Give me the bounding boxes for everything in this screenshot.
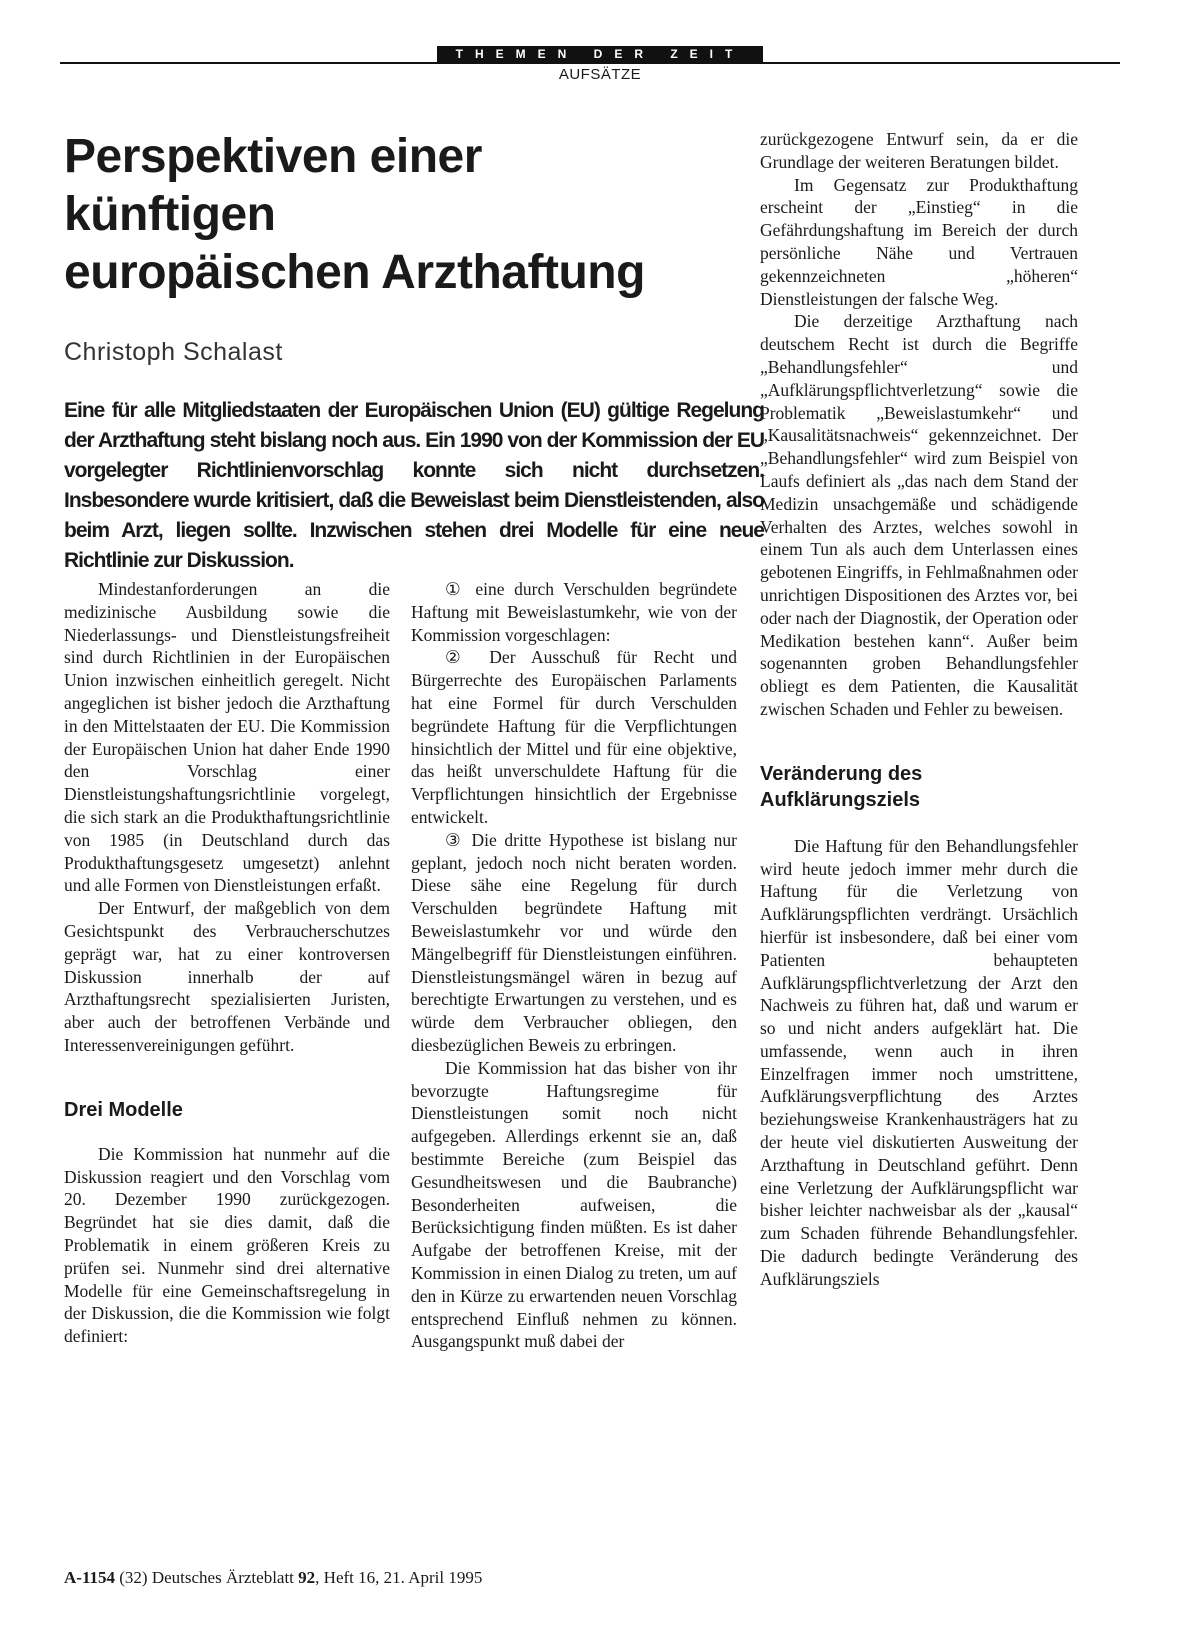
subheading-line-2: Aufklärungsziels [760,788,921,811]
header-rule [60,62,1120,64]
paragraph: Die Kommission hat das bisher von ihr bevorzugte Haftungsregime für Dienstleistungen somit noch nicht aufgegeben. Allerdings erkennt sie an, daß bestimmte Bereiche (zum Beispiel das Gesundheitswesen und die Baubranche) Besonderheiten aufweisen, die Berücksichtigung finden müßten. Es ist daher Aufgabe der betroffenen Kreise, mit der Kommission in einen Dialog zu treten, um auf den in Kürze zu erwartenden neuen Vorschlag entsprechend Einfluß nehmen zu können. Ausgangspunkt muß dabei der [411,1057,737,1352]
article-author: Christoph Schalast [64,338,283,366]
section-label: AUFSÄTZE [558,66,642,83]
paragraph: Im Gegensatz zur Produkthaftung erscheint der „Einstieg“ in die Gefährdungshaftung im Bereich der durch persönliche Nähe und Vertrauen gekennzeichneten „höheren“ Dienstleistungen der falsche Weg. [760,174,1078,309]
article-title [64,128,744,302]
column-3 [760,128,1078,1291]
page-footer [64,1568,482,1588]
paragraph: Der Entwurf, der maßgeblich von dem Gesichtspunkt des Verbraucherschutzes geprägt war, hat zu einer kontroversen Diskussion innerhalb der auf Arzthaftungsrecht spezialisierten Juristen, aber auch der betroffenen Verbände und Interessenvereinigungen geführt. [64,898,390,1055]
article-lead: Eine für alle Mitgliedstaaten der Europäischen Union (EU) gültige Regelung der Arzthaftung steht bislang noch aus. Ein 1990 von der Kommission der EU vorgelegter Richtlinienvorschlag konnte sich nicht durchsetzen. Insbesondere wurde kritisiert, daß die Beweislast beim Dienstleistenden, also beim Arzt, liegen sollte. Inzwischen stehen drei Modelle für eine neue Richtlinie zur Diskussion. [64,399,764,572]
paragraph: Die derzeitige Arzthaftung nach deutschem Recht ist durch die Begriffe „Behandlungsfehler“ und „Aufklärungspflichtverletzung“ sowie die Problematik „Beweislastumkehr“ und „Kausalitätsnachweis“ gekennzeichnet. Der „Behandlungsfehler“ wird zum Beispiel von Laufs definiert als „das nach dem Stand der Medizin unsachgemäße und schädigende Verhalten des Arztes, welches sowohl in einem Tun als auch dem Unterlassen eines gebotenen Eingriffs, in Fehlmaßnahmen oder unrichtigen Dispositionen des Arztes vor, bei oder nach der Diagnostik, der Operation oder Medikation bestehen kann“. Außer beim sogenannten groben Behandlungsfehler obliegt es dem Patienten, die Kausalität zwischen Schaden und Fehler zu beweisen. [760,311,1078,719]
paragraph: zurückgezogene Entwurf sein, da er die Grundlage der weiteren Beratungen bildet. [760,129,1078,172]
title-line-3: europäischen Arzthaftung [64,246,645,299]
paragraph: ② Der Ausschuß für Recht und Bürgerrechte des Europäischen Parlaments hat eine Formel für durch Verschulden begründete Haftung für die Verpflichtungen hinsichtlich der Mittel und für eine objektive, das heißt unverschuldete Haftung für die Verpflichtungen hinsichtlich der Ergebnisse entwickelt. [411,647,737,827]
paragraph: Mindestanforderungen an die medizinische Ausbildung sowie die Niederlassungs- und Dienstleistungsfreiheit sind durch Richtlinien in der Europäischen Union inzwischen einheitlich geregelt. Nicht angeglichen ist bisher jedoch die Arzthaftung in den Mittelstaaten der EU. Die Kommission der Europäischen Union hat daher Ende 1990 den Vorschlag einer Dienstleistungshaftungsrichtlinie vorgelegt, die sich stark an die Produkthaftungsrichtlinie von 1985 (in Deutschland durch das Produkthaftungsgesetz umgesetzt) anlehnt und alle Formen von Dienstleistungen erfaßt. [64,579,390,896]
title-line-2: künftigen [64,188,276,241]
column-1 [64,578,390,1348]
paragraph: ① eine durch Verschulden begründete Haftung mit Beweislastumkehr, wie von der Kommission vorgeschlagen: [411,579,737,645]
title-line-1: Perspektiven einer [64,130,482,183]
journal-name: (32) Deutsches Ärzteblatt [115,1568,299,1587]
subheading-aufklaerungsziel [760,761,1078,813]
paragraph: ③ Die dritte Hypothese ist bislang nur geplant, jedoch noch nicht beraten worden. Diese sähe eine Regelung für durch Verschulden begründete Haftung mit Beweislastumkehr vor und würde den Mängelbegriff für Dienstleistungen einführen. Dienstleistungsmängel wären in bezug auf berechtigte Erwartungen zu verstehen, und es würde dem Verbraucher obliegen, den diesbezüglichen Beweis zu erbringen. [411,829,737,1055]
subheading-drei-modelle: Drei Modelle [64,1098,183,1121]
column-2 [411,578,737,1353]
section-banner: THEMEN DER ZEIT [437,46,763,62]
page-number: A-1154 [64,1568,115,1587]
subheading-line-1: Veränderung des [760,762,923,785]
paragraph: Die Haftung für den Behandlungsfehler wird heute jedoch immer mehr durch die Haftung für die Verletzung von Aufklärungspflichten verdrängt. Ursächlich hierfür ist insbesondere, daß bei einer vom Patienten behaupteten Aufklärungspflichtverletzung der Arzt den Nachweis zu führen hat, daß und warum er so und nicht anders aufgeklärt hat. Die umfassende, wenn auch in ihren Einzelfragen immer noch umstrittene, Aufklärungsverpflichtung des Arztes beziehungsweise Krankenhausträgers hat zu der heute viel diskutierten Ausweitung der Arzthaftung in Deutschland geführt. Denn eine Verletzung der Aufklärungspflicht war bisher leichter nachweisbar als der „kausal“ zum Schaden führende Behandlungsfehler. Die dadurch bedingte Veränderung des Aufklärungsziels [760,835,1078,1289]
paragraph: Die Kommission hat nunmehr auf die Diskussion reagiert und den Vorschlag vom 20. Dezember 1990 zurückgezogen. Begründet hat sie dies damit, daß die Problematik in einem größeren Kreis zu prüfen sei. Nunmehr sind drei alternative Modelle für eine Gemeinschaftsregelung in der Diskussion, die die Kommission wie folgt definiert: [64,1143,390,1347]
volume-number: 92 [298,1568,316,1587]
issue-details: , Heft 16, 21. April 1995 [315,1568,483,1587]
